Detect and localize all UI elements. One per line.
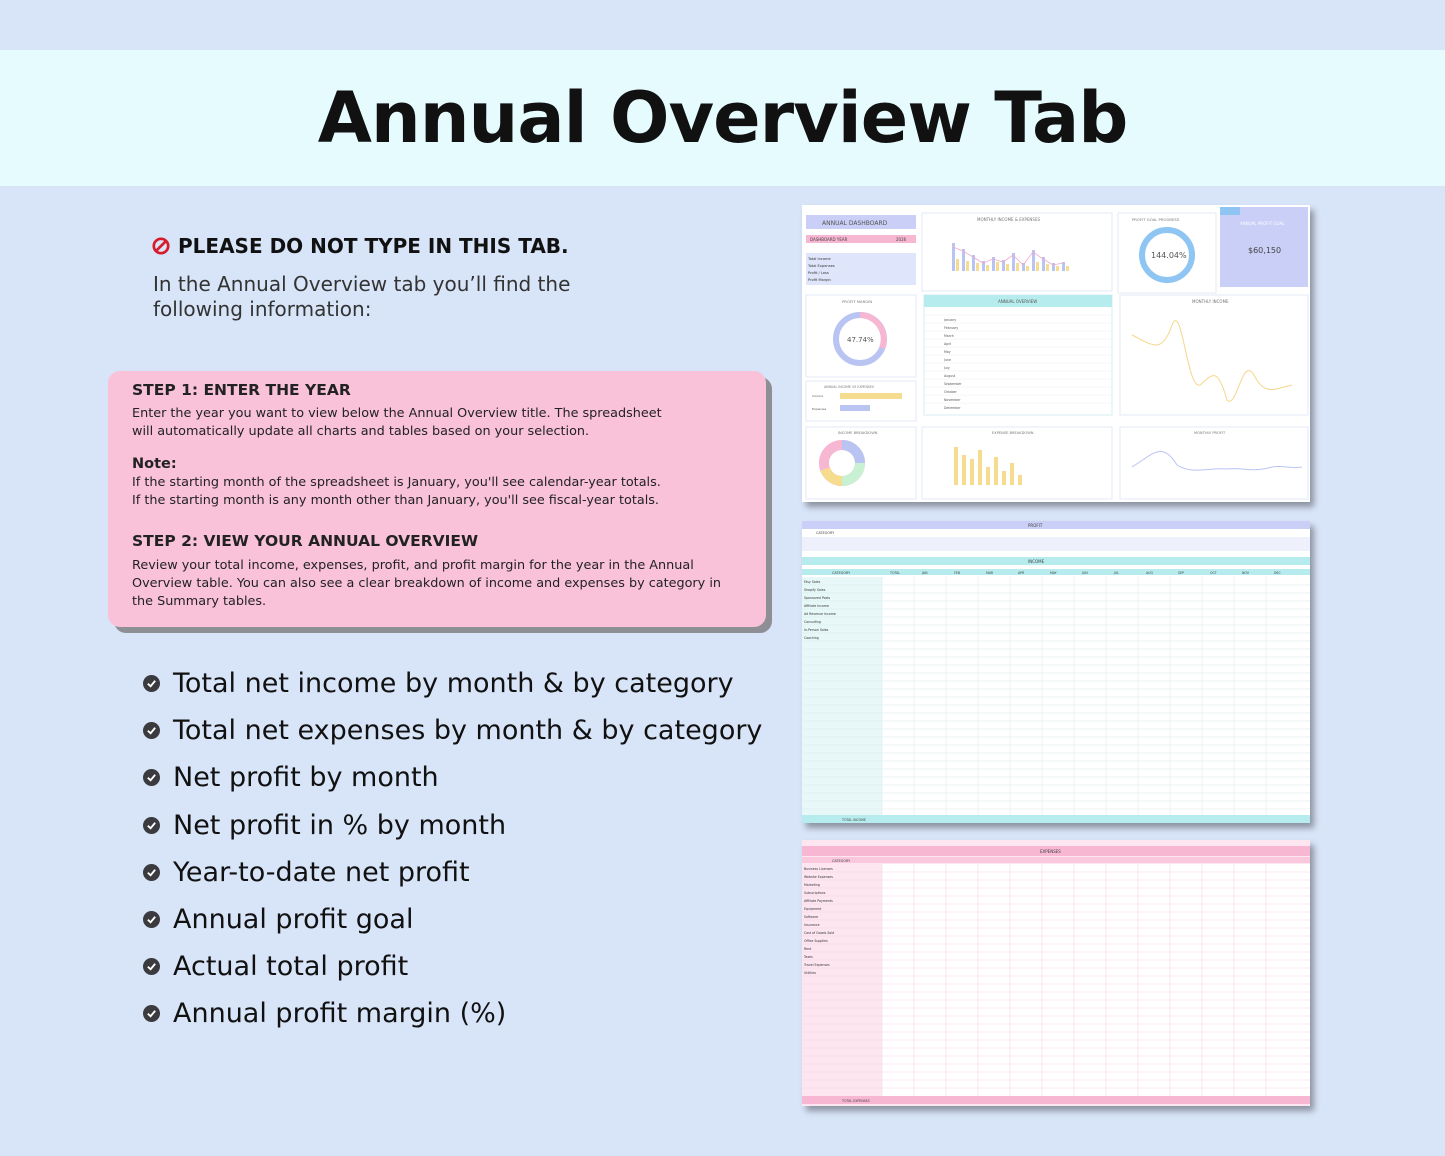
feature-item	[143, 896, 762, 943]
monthly-profit-title: MONTHLY PROFIT	[1194, 431, 1226, 435]
expense-category-label: CATEGORY	[832, 859, 851, 863]
profit-category-label: CATEGORY	[816, 531, 835, 535]
income-category: Affiliate Income	[804, 604, 829, 608]
expenses-label: Expenses	[812, 407, 827, 411]
column-header: MAY	[1050, 571, 1057, 575]
dashboard-screenshot	[802, 205, 1310, 502]
no-entry-icon	[152, 237, 170, 255]
column-header: NOV	[1242, 571, 1250, 575]
check-circle-icon	[143, 864, 160, 881]
expense-category: Rent	[804, 947, 812, 951]
profit-header: PROFIT	[1028, 523, 1043, 528]
income-breakdown-title: INCOME BREAKDOWN	[838, 431, 878, 435]
feature-text: Year-to-date net profit	[173, 856, 470, 888]
expenses-header: EXPENSES	[1040, 849, 1061, 854]
check-circle-icon	[143, 911, 160, 928]
income-category: Shopify Sales	[804, 588, 826, 592]
check-circle-icon	[143, 817, 160, 834]
column-header: JUN	[1082, 571, 1088, 575]
overview-title: ANNUAL OVERVIEW	[998, 299, 1038, 304]
feature-item	[143, 802, 762, 849]
overview-month: February	[944, 326, 959, 330]
step1-title: STEP 1: ENTER THE YEAR	[132, 381, 351, 399]
intro-line-2: following information:	[153, 297, 372, 321]
expense-sheet-screenshot	[802, 840, 1310, 1106]
expense-category: Taxes	[804, 955, 813, 959]
check-circle-icon	[143, 675, 160, 692]
overview-month: October	[944, 390, 957, 394]
page-title: Annual Overview Tab	[317, 77, 1128, 159]
profit-margin-title: PROFIT MARGIN	[842, 299, 873, 304]
income-category: Sponsored Posts	[804, 596, 831, 600]
profit-margin-percent: 47.74%	[847, 336, 874, 344]
intro-text	[153, 272, 673, 322]
overview-month: May	[944, 350, 951, 354]
goal-title: PROFIT GOAL PROGRESS	[1132, 217, 1180, 222]
note-line-2: If the starting month is any month other than January, you'll see fiscal-year totals.	[132, 493, 659, 508]
dashboard-year: 2026	[896, 237, 907, 242]
column-header: APR	[1018, 571, 1025, 575]
expense-category: Business Licenses	[804, 867, 833, 871]
feature-item	[143, 943, 762, 990]
income-category: Etsy Sales	[804, 580, 821, 584]
income-category-label: CATEGORY	[832, 571, 851, 575]
monthly-income-title: MONTHLY INCOME	[1192, 299, 1229, 304]
feature-item	[143, 849, 762, 896]
step2-line-1: Review your total income, expenses, profit, and profit margin for the year in the Annual	[132, 558, 694, 573]
income-category: In-Person Sales	[804, 628, 829, 632]
overview-month: December	[944, 406, 961, 410]
step1-line-2: will automatically update all charts and tables based on your selection.	[132, 424, 590, 439]
annual-goal-value: $60,150	[1248, 246, 1282, 255]
column-header: MAR	[986, 571, 994, 575]
income-vs-expenses-title: ANNUAL INCOME VS EXPENSES	[824, 385, 874, 389]
feature-text: Annual profit margin (%)	[173, 998, 507, 1030]
column-header: FEB	[954, 571, 961, 575]
column-header: SEP	[1178, 571, 1184, 575]
overview-month: September	[944, 382, 962, 386]
feature-text: Annual profit goal	[173, 904, 414, 936]
check-circle-icon	[143, 722, 160, 739]
expense-category: Website Expenses	[804, 875, 833, 879]
overview-month: January	[944, 318, 957, 322]
expense-category: Subscriptions	[804, 891, 826, 895]
dashboard-title: ANNUAL DASHBOARD	[822, 220, 888, 227]
summary-row: Profit / Loss	[808, 271, 829, 275]
expense-category: Utilities	[804, 971, 816, 975]
expense-total-label: TOTAL EXPENSES	[842, 1099, 870, 1103]
feature-text: Net profit by month	[173, 762, 439, 794]
income-category: Consulting	[804, 620, 821, 624]
income-header: INCOME	[1028, 559, 1045, 564]
overview-month: April	[944, 342, 952, 346]
warning-text: PLEASE DO NOT TYPE IN THIS TAB.	[178, 234, 569, 258]
expense-category: Cost of Goods Sold	[804, 931, 835, 935]
overview-month: July	[944, 366, 950, 370]
annual-goal-title: ANNUAL PROFIT GOAL	[1240, 221, 1285, 226]
instructions-box	[108, 371, 766, 627]
dashboard-mockup	[802, 205, 1310, 502]
feature-list	[143, 660, 762, 1038]
step2-line-2: Overview table. You can also see a clear breakdown of income and expenses by category in	[132, 576, 721, 591]
intro-line-1: In the Annual Overview tab you’ll find the	[153, 272, 571, 296]
note-line-1: If the starting month of the spreadsheet is January, you'll see calendar-year totals.	[132, 475, 661, 490]
income-category: Ad Revenue Income	[804, 612, 836, 616]
income-sheet-mockup	[802, 521, 1310, 823]
note-title: Note:	[132, 456, 177, 472]
column-header: AUG	[1146, 571, 1153, 575]
column-header: JAN	[922, 571, 928, 575]
overview-month: August	[944, 374, 956, 378]
step2-line-3: the Summary tables.	[132, 594, 267, 609]
column-header: JUL	[1114, 571, 1120, 575]
overview-month: November	[944, 398, 961, 402]
step1-line-1: Enter the year you want to view below the Annual Overview title. The spreadsheet	[132, 406, 662, 421]
feature-text: Total net income by month & by category	[173, 668, 734, 700]
feature-text: Total net expenses by month & by category	[173, 715, 763, 747]
expense-category: Insurance	[804, 923, 820, 927]
expense-category: Travel Expenses	[804, 963, 830, 967]
overview-month: June	[944, 358, 951, 362]
feature-text: Actual total profit	[173, 951, 409, 983]
feature-item	[143, 660, 762, 707]
summary-row: Total Expenses	[808, 264, 835, 268]
expense-category: Equipment	[804, 907, 822, 911]
title-band	[0, 50, 1445, 186]
check-circle-icon	[143, 769, 160, 786]
column-header: OCT	[1210, 571, 1217, 575]
feature-item	[143, 707, 762, 754]
warning-notice	[152, 234, 569, 258]
summary-row: Total Income	[808, 257, 831, 261]
check-circle-icon	[143, 958, 160, 975]
feature-text: Net profit in % by month	[173, 809, 507, 841]
step2-title: STEP 2: VIEW YOUR ANNUAL OVERVIEW	[132, 532, 479, 550]
income-label: Income	[812, 394, 824, 398]
monthly-chart-title: MONTHLY INCOME & EXPENSES	[977, 217, 1041, 222]
goal-percent: 144.04%	[1151, 251, 1187, 260]
feature-item	[143, 990, 762, 1037]
dashboard-year-label: DASHBOARD YEAR	[810, 237, 848, 242]
expense-category: Marketing	[804, 883, 820, 887]
column-header: DEC	[1274, 571, 1281, 575]
income-total-label: TOTAL INCOME	[842, 818, 866, 822]
check-circle-icon	[143, 1005, 160, 1022]
expense-category: Software	[804, 915, 819, 919]
expense-sheet-mockup	[802, 840, 1310, 1106]
income-category: Coaching	[804, 636, 819, 640]
income-sheet-screenshot	[802, 521, 1310, 823]
column-header: TOTAL	[890, 571, 901, 575]
summary-row: Profit Margin	[808, 278, 831, 282]
feature-item	[143, 754, 762, 801]
expense-category: Affiliate Payments	[804, 899, 833, 903]
expense-category: Office Supplies	[804, 939, 828, 943]
expense-breakdown-title: EXPENSE BREAKDOWN	[992, 431, 1034, 435]
overview-month: March	[944, 334, 954, 338]
